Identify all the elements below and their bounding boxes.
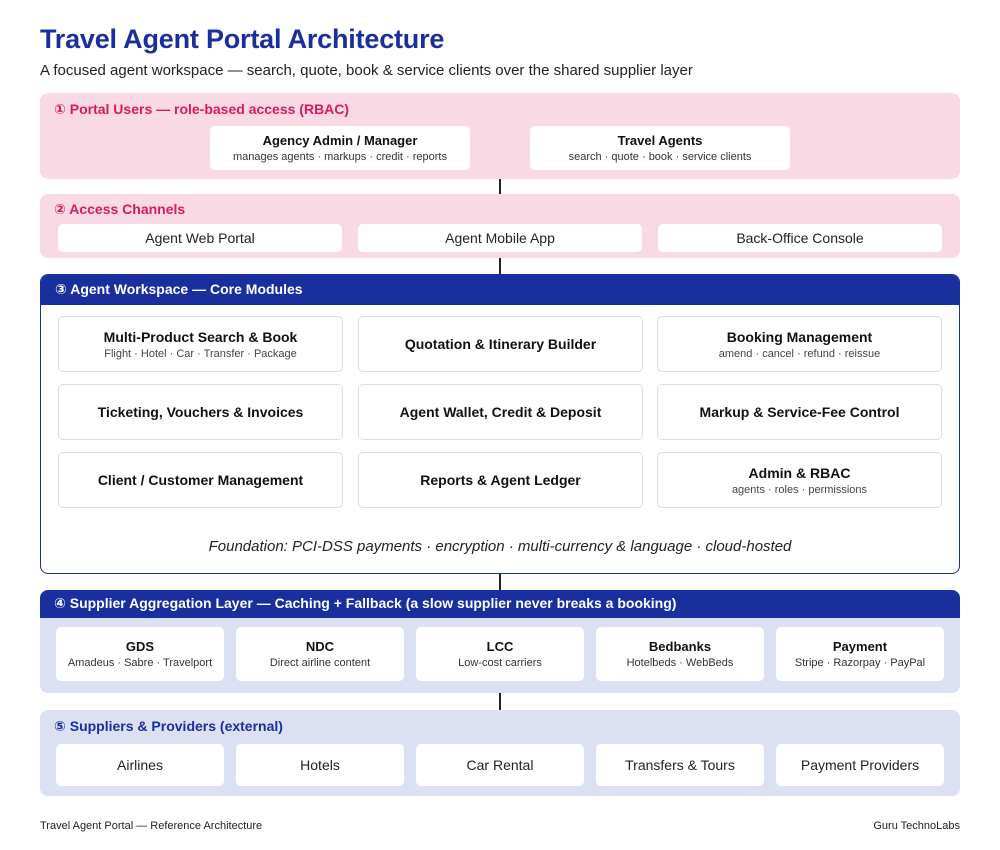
- connector-line: [499, 179, 501, 194]
- section-supplier-aggregation: [40, 590, 960, 693]
- module-markup: [657, 384, 942, 440]
- supplier-label: Car Rental: [466, 757, 534, 773]
- channel-label: Agent Web Portal: [145, 230, 255, 246]
- module-label: Reports & Agent Ledger: [420, 472, 581, 488]
- module-quotation: [358, 316, 643, 372]
- aggregator-payment: [776, 627, 944, 681]
- section-title-agent-workspace: ③ Agent Workspace — Core Modules: [41, 275, 959, 305]
- supplier-hotels: [236, 744, 404, 786]
- page-subtitle: A focused agent workspace — search, quote, book & service clients over the shared supplier layer: [40, 62, 693, 79]
- channel-mobile-app: [358, 224, 642, 252]
- aggregator-bedbanks: [596, 627, 764, 681]
- connector-line: [499, 693, 501, 710]
- connector-line: [499, 258, 501, 274]
- supplier-label: Hotels: [300, 757, 340, 773]
- aggregator-ndc: [236, 627, 404, 681]
- channel-web-portal: [58, 224, 342, 252]
- channel-label: Back-Office Console: [736, 230, 864, 246]
- aggregator-sub: Low-cost carriers: [458, 657, 542, 669]
- aggregator-gds: [56, 627, 224, 681]
- user-agency-admin: [210, 126, 470, 170]
- section-suppliers-providers: [40, 710, 960, 796]
- aggregator-label: Payment: [832, 639, 888, 654]
- user-sub: search · quote · book · service clients: [568, 151, 752, 163]
- section-title-portal-users: ① Portal Users — role-based access (RBAC): [54, 101, 350, 117]
- supplier-label: Payment Providers: [800, 757, 920, 773]
- supplier-airlines: [56, 744, 224, 786]
- section-title-access-channels: ② Access Channels: [54, 201, 186, 217]
- module-label: Markup & Service-Fee Control: [699, 404, 900, 420]
- foundation-note: Foundation: PCI-DSS payments · encryption · multi-currency & language · cloud-hosted: [208, 538, 792, 555]
- module-label: Booking Management: [726, 328, 873, 345]
- module-search-book: [58, 316, 343, 372]
- supplier-car-rental: [416, 744, 584, 786]
- user-sub: manages agents · markups · credit · reports: [233, 151, 447, 163]
- supplier-label: Airlines: [117, 757, 163, 773]
- aggregator-sub: Stripe · Razorpay · PayPal: [794, 657, 926, 669]
- supplier-label: Transfers & Tours: [625, 757, 735, 773]
- module-label: Agent Wallet, Credit & Deposit: [399, 404, 602, 420]
- user-travel-agents: [530, 126, 790, 170]
- module-label: Admin & RBAC: [748, 464, 851, 481]
- connector-line: [499, 574, 501, 590]
- section-title-supplier-aggregation: ④ Supplier Aggregation Layer — Caching + Fallback (a slow supplier never breaks a booking): [40, 590, 960, 618]
- module-ticketing: [58, 384, 343, 440]
- aggregator-sub: Amadeus · Sabre · Travelport: [67, 657, 213, 669]
- supplier-payment-providers: [776, 744, 944, 786]
- aggregator-lcc: [416, 627, 584, 681]
- footer-caption: Travel Agent Portal — Reference Architecture: [40, 820, 263, 832]
- aggregator-sub: Direct airline content: [269, 657, 371, 669]
- section-portal-users: [40, 93, 960, 179]
- aggregator-label: Bedbanks: [648, 639, 712, 654]
- module-client-management: [58, 452, 343, 508]
- module-label: Multi-Product Search & Book: [103, 328, 298, 345]
- channel-back-office: [658, 224, 942, 252]
- aggregator-label: NDC: [305, 639, 335, 654]
- module-agent-wallet: [358, 384, 643, 440]
- user-label: Agency Admin / Manager: [262, 133, 418, 148]
- module-label: Ticketing, Vouchers & Invoices: [97, 404, 304, 420]
- module-label: Quotation & Itinerary Builder: [404, 336, 597, 352]
- section-access-channels: [40, 194, 960, 258]
- module-sub: agents · roles · permissions: [731, 483, 868, 496]
- module-sub: Flight · Hotel · Car · Transfer · Package: [104, 347, 297, 360]
- module-label: Client / Customer Management: [97, 472, 304, 488]
- aggregator-label: LCC: [486, 639, 514, 654]
- module-sub: amend · cancel · refund · reissue: [718, 347, 881, 360]
- section-agent-workspace: [40, 274, 960, 574]
- module-reports-ledger: [358, 452, 643, 508]
- aggregator-label: GDS: [125, 639, 155, 654]
- user-label: Travel Agents: [617, 133, 703, 148]
- page-title: Travel Agent Portal Architecture: [40, 24, 445, 54]
- section-title-suppliers-providers: ⑤ Suppliers & Providers (external): [54, 718, 283, 734]
- channel-label: Agent Mobile App: [445, 230, 555, 246]
- module-admin-rbac: [657, 452, 942, 508]
- module-booking-management: [657, 316, 942, 372]
- aggregator-sub: Hotelbeds · WebBeds: [626, 657, 734, 669]
- supplier-transfers-tours: [596, 744, 764, 786]
- footer-brand: Guru TechnoLabs: [873, 820, 960, 832]
